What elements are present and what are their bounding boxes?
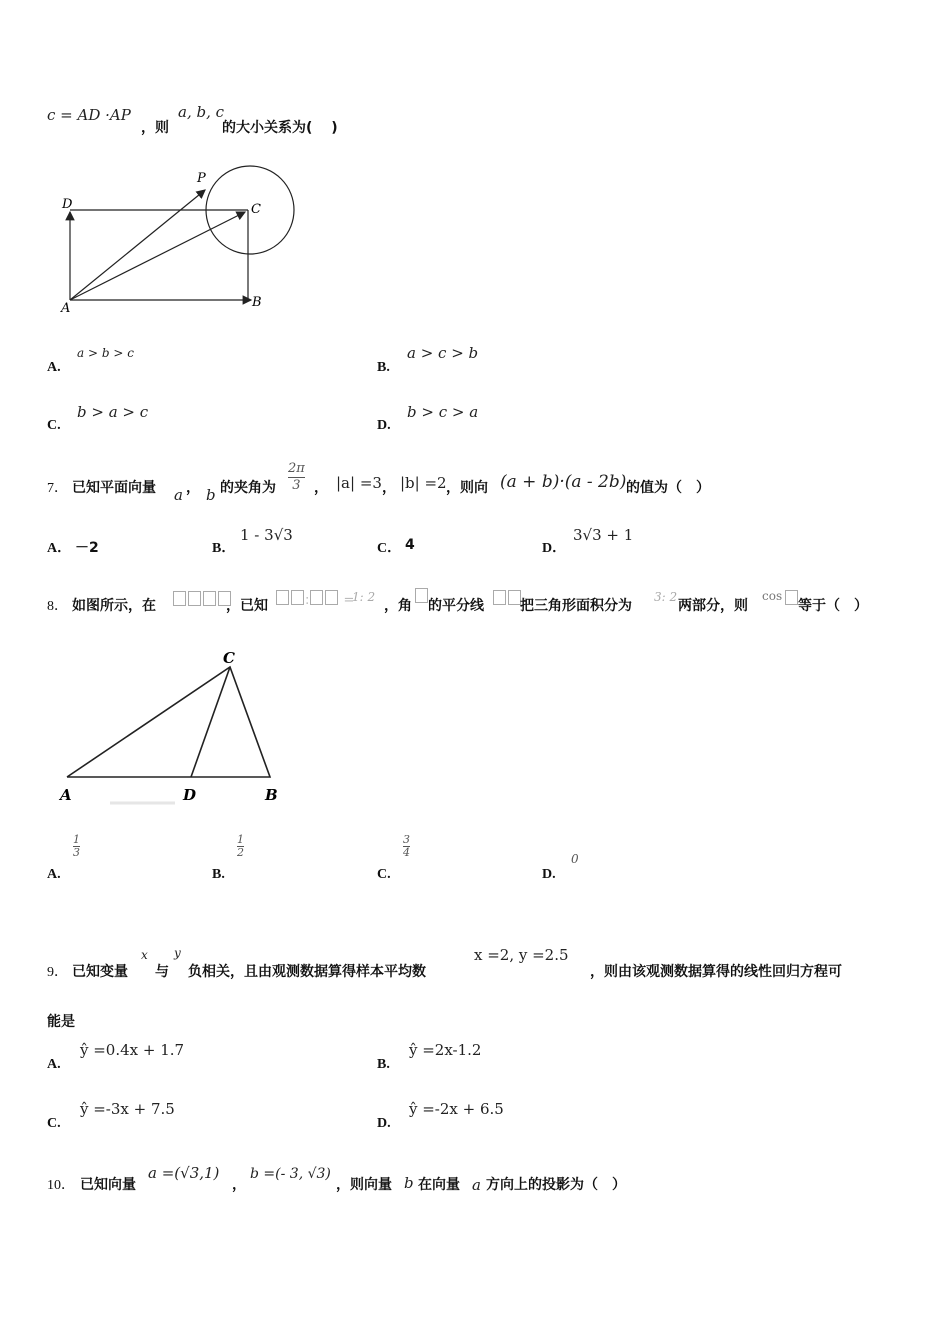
q10-sep: ， bbox=[232, 1177, 246, 1193]
triangle-figure bbox=[55, 645, 315, 810]
q9-option-a-value: ŷ =0.4x + 1.7 bbox=[80, 1041, 185, 1059]
rectangle-circle-figure bbox=[55, 160, 315, 320]
q10-vector-b: b =(- 3, √3) bbox=[250, 1166, 331, 1182]
q9-number: 9． bbox=[47, 965, 68, 980]
q8-option-c-frac bbox=[403, 834, 410, 859]
q10-text-3: 在向量 bbox=[418, 1177, 460, 1193]
tri-label-c: C bbox=[223, 649, 235, 667]
q10-text-2: ，则向量 bbox=[336, 1177, 392, 1193]
q6-option-b-label[interactable]: B. bbox=[377, 360, 390, 375]
q8-option-d-value: 0 bbox=[571, 852, 579, 866]
q6-option-c-value: b > a > c bbox=[77, 403, 149, 421]
q8-c-num: 3 bbox=[403, 833, 410, 846]
vector-ac bbox=[70, 212, 245, 300]
q8-text-4: 的平分线 bbox=[428, 598, 484, 614]
q9-var-y: y bbox=[174, 946, 181, 960]
q6-option-b-value: a > c > b bbox=[407, 344, 479, 362]
q9-option-c-value: ŷ =-3x + 7.5 bbox=[80, 1100, 175, 1118]
q8-text-6: 两部分，则 bbox=[678, 598, 748, 614]
bisector-cd bbox=[191, 667, 230, 777]
q7-var-a: a bbox=[174, 486, 183, 504]
label-b: B bbox=[252, 295, 262, 310]
q6-option-d-label[interactable]: D. bbox=[377, 418, 391, 433]
q10-number: 10． bbox=[47, 1178, 75, 1193]
q6-option-d-value: b > c > a bbox=[407, 403, 479, 421]
q8-ratio-expr bbox=[275, 590, 354, 608]
intro-vars: a, b, c bbox=[178, 103, 225, 121]
q8-option-a-frac bbox=[73, 834, 80, 859]
q7-text-3: ，则向 bbox=[446, 480, 488, 496]
q9-option-b-label[interactable]: B. bbox=[377, 1057, 390, 1072]
q8-ratio-colon: : bbox=[305, 593, 310, 608]
q8-option-c-label[interactable]: C. bbox=[377, 867, 391, 882]
vector-ap bbox=[70, 190, 205, 300]
q9-var-x: x bbox=[141, 948, 148, 962]
tri-label-b: B bbox=[265, 786, 278, 804]
q7-option-d-value: 3√3 + 1 bbox=[573, 526, 634, 544]
intro-question: 的大小关系为( ) bbox=[222, 120, 338, 136]
q9-text-2: 与 bbox=[155, 964, 169, 980]
q8-a-den: 3 bbox=[73, 846, 80, 859]
q8-c-den: 4 bbox=[403, 846, 410, 859]
q7-option-a-label[interactable]: A． bbox=[47, 541, 72, 556]
q7-text-1: 已知平面向量 bbox=[72, 480, 156, 496]
q8-text-2: ，已知 bbox=[226, 598, 268, 614]
q9-text-1: 已知变量 bbox=[72, 964, 128, 980]
q8-cos: cos bbox=[762, 589, 783, 603]
q8-option-b-frac bbox=[237, 834, 244, 859]
q7-angle-den: 3 bbox=[288, 477, 305, 494]
tri-label-d: D bbox=[183, 786, 197, 804]
q8-text-3: ，角 bbox=[384, 598, 412, 614]
q7-cond-2: |b| =2 bbox=[400, 474, 447, 492]
q8-ratio-eq: = bbox=[343, 593, 355, 608]
q8-b-den: 2 bbox=[237, 846, 244, 859]
q7-text-4: 的值为（ ） bbox=[626, 480, 710, 496]
q6-option-a-label[interactable]: A. bbox=[47, 360, 61, 375]
q8-option-b-label[interactable]: B. bbox=[212, 867, 225, 882]
label-p: P bbox=[197, 171, 206, 186]
q10-var-a: a bbox=[472, 1176, 481, 1194]
q7-option-b-label[interactable]: B． bbox=[212, 541, 236, 556]
q9-option-b-value: ŷ =2x-1.2 bbox=[409, 1041, 482, 1059]
q9-option-d-value: ŷ =-2x + 6.5 bbox=[409, 1100, 504, 1118]
q7-sep: ， bbox=[186, 480, 200, 496]
q6-option-a-value: a > b > c bbox=[77, 346, 134, 360]
q10-var-b: b bbox=[404, 1174, 414, 1192]
q7-option-b-value: 1 - 3√3 bbox=[240, 526, 293, 544]
q9-text-4: ，则由该观测数据算得的线性回归方程可 bbox=[590, 964, 842, 980]
label-c: C bbox=[251, 202, 261, 217]
q8-b-num: 1 bbox=[237, 833, 244, 846]
intro-formula: c = AD ·AP bbox=[47, 106, 131, 124]
q8-cos-placeholder bbox=[784, 589, 799, 608]
q8-number: 8． bbox=[47, 599, 68, 614]
q7-option-c-label[interactable]: C． bbox=[377, 541, 402, 556]
q7-cond-1: |a| =3 bbox=[336, 474, 382, 492]
q10-vector-a: a =(√3,1) bbox=[148, 1164, 220, 1182]
q7-option-c-value: 4 bbox=[405, 537, 415, 553]
q7-expression: (a + b)·(a - 2b) bbox=[500, 472, 627, 492]
q7-option-d-label[interactable]: D． bbox=[542, 541, 567, 556]
q10-text-1: 已知向量 bbox=[80, 1177, 136, 1193]
q8-text-7: 等于（ ） bbox=[798, 598, 868, 614]
q7-angle-num: 2π bbox=[288, 461, 305, 476]
q8-option-d-label[interactable]: D. bbox=[542, 867, 556, 882]
q9-text-3: 负相关，且由观测数据算得样本平均数 bbox=[188, 964, 426, 980]
q8-text-1: 如图所示，在 bbox=[72, 598, 156, 614]
label-a: A bbox=[61, 301, 71, 316]
q7-number: 7． bbox=[47, 481, 68, 496]
q8-text-5: 把三角形面积分为 bbox=[520, 598, 632, 614]
q8-triangle-placeholder bbox=[172, 590, 232, 609]
q8-a-num: 1 bbox=[73, 833, 80, 846]
q9-option-d-label[interactable]: D. bbox=[377, 1116, 391, 1131]
q10-text-4: 方向上的投影为（ ） bbox=[486, 1177, 626, 1193]
q9-text-5: 能是 bbox=[47, 1014, 75, 1030]
intro-then: ，则 bbox=[141, 120, 169, 136]
q7-angle-fraction bbox=[288, 461, 305, 494]
q6-option-c-label[interactable]: C. bbox=[47, 418, 61, 433]
q7-text-2: 的夹角为 bbox=[220, 480, 276, 496]
q8-option-a-label[interactable]: A. bbox=[47, 867, 61, 882]
q8-angle-placeholder bbox=[414, 587, 429, 606]
q9-means: x =2, y =2.5 bbox=[474, 946, 569, 964]
q7-option-a-value: －2 bbox=[75, 540, 99, 556]
q9-option-a-label[interactable]: A. bbox=[47, 1057, 61, 1072]
q7-var-b: b bbox=[206, 486, 216, 504]
tri-label-a: A bbox=[60, 786, 72, 804]
label-d: D bbox=[62, 197, 73, 212]
q8-ratio: 1: 2 bbox=[352, 590, 376, 604]
q8-area-ratio: 3: 2 bbox=[654, 590, 678, 604]
q8-bisector-placeholder bbox=[492, 589, 522, 608]
q9-option-c-label[interactable]: C. bbox=[47, 1116, 61, 1131]
triangle-abc bbox=[67, 667, 270, 777]
